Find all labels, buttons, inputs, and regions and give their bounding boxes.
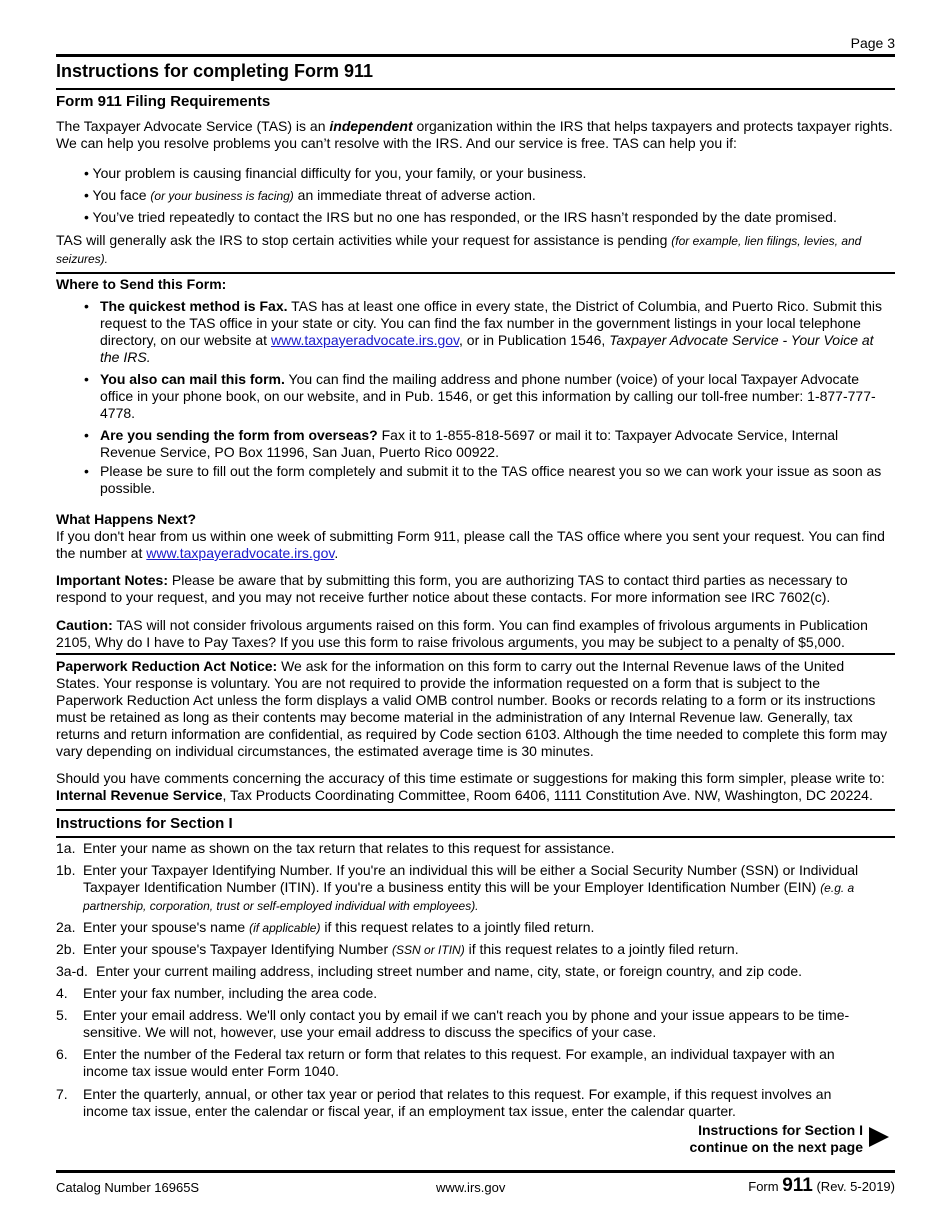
send-method-fax: • The quickest method is Fax. TAS has at least one office in every state, the District of Columbia, and Puerto Rico. Submit this request to the TAS office in your state or city. You can find the fax number in the government listings in your local telephone directory, on our website at www.taxpayeradvocate.irs.gov, or in Publication 1546, Taxpayer Advocate Service - Your Voice at the IRS. xyxy=(84,298,883,365)
top-rule xyxy=(56,54,895,57)
send-method-overseas: • Are you sending the form from overseas? Fax it to 1-855-818-5697 or mail it to: Taxpayer Advocate Service, Internal Revenue Service, PO Box 11996, San Juan, Puerto Rico 00922. xyxy=(84,427,839,460)
important-notes-paragraph: Important Notes: Please be aware that by submitting this form, you are authorizing TAS to contact third parties as necessary to respond to your request, and you may not receive further notice about these contacts. For more information see IRC 7602(c). xyxy=(56,572,848,605)
filing-requirements-heading: Form 911 Filing Requirements xyxy=(56,93,271,110)
instruction-item-4: 4. Enter your fax number, including the area code. xyxy=(56,985,378,1001)
instruction-item-3a-d: 3a-d. Enter your current mailing address, including street number and name, city, state, or foreign country, and zip code. xyxy=(56,963,803,979)
instruction-item-1b: 1b. Enter your Taxpayer Identifying Number. If you're an individual this will be either a Social Security Number (SSN) or Individual Taxpayer Identification Number (ITIN). If you're a business entity this will be your Employer Identification Number (EIN) (e.g. a partnership, corporation, trust or self-employed individual with employees). xyxy=(56,862,859,913)
form-revision: Form 911 (Rev. 5-2019) xyxy=(748,1175,895,1196)
section1-top-rule xyxy=(56,809,895,811)
send-method-mail: • You also can mail this form. You can find the mailing address and phone number (voice) of your local Taxpayer Advocate office in your phone book, on our website, and in Pub. 1546, or get this information by calling our toll-free number: 1-877-777-4778. xyxy=(84,371,876,421)
instruction-item-5: 5. Enter your email address. We'll only contact you by email if we can't reach you by phone and your issue appears to be time-sensitive. We will not, however, use your email address to discuss the specifics of your case. xyxy=(56,1007,850,1040)
form-page xyxy=(56,0,895,1230)
what-happens-next-paragraph: If you don't hear from us within one week of submitting Form 911, please call the TAS office where you sent your request. You can find the number at www.taxpayeradvocate.irs.gov. xyxy=(56,528,885,561)
tas-website-link[interactable]: www.taxpayeradvocate.irs.gov xyxy=(146,545,335,561)
page-title: Instructions for completing Form 911 xyxy=(56,61,374,81)
caution-paragraph: Caution: TAS will not consider frivolous arguments raised on this form. You can find examples of frivolous arguments in Publication 2105, Why do I have to Pay Taxes? If you use this form to raise frivolous arguments, you may be subject to a penalty of $5,000. xyxy=(56,617,868,650)
footer-rule xyxy=(56,1170,895,1173)
instruction-item-2a: 2a. Enter your spouse's name (if applicable) if this request relates to a jointly filed return. xyxy=(56,919,595,935)
where-to-send-heading: Where to Send this Form: xyxy=(56,276,227,292)
continue-next-page-note: Instructions for Section I continue on the next page xyxy=(689,1122,863,1155)
where-rule xyxy=(56,272,895,274)
send-complete-note: • Please be sure to fill out the form completely and submit it to the TAS office nearest you so we can work your issue as soon as possible. xyxy=(84,463,882,496)
instruction-item-7: 7. Enter the quarterly, annual, or other tax year or period that relates to this request. For example, if this request involves an income tax issue, enter the calendar or fiscal year, if an employment tax issue, enter the calendar quarter. xyxy=(56,1086,832,1119)
paperwork-rule xyxy=(56,653,895,655)
catalog-number: Catalog Number 16965S xyxy=(56,1180,200,1195)
what-happens-next-heading: What Happens Next? xyxy=(56,511,197,527)
help-bullet-adverse-action: • You face (or your business is facing) an immediate threat of adverse action. xyxy=(84,187,536,203)
page-number: Page 3 xyxy=(850,35,895,51)
section1-heading: Instructions for Section I xyxy=(56,815,233,832)
title-rule xyxy=(56,88,895,90)
instruction-item-6: 6. Enter the number of the Federal tax return or form that relates to this request. For example, an individual taxpayer with an income tax issue would enter Form 1040. xyxy=(56,1046,835,1079)
help-bullet-no-response: • You’ve tried repeatedly to contact the IRS but no one has responded, or the IRS hasn’t responded by the date promised. xyxy=(84,209,837,225)
paperwork-reduction-notice: Paperwork Reduction Act Notice: We ask for the information on this form to carry out the Internal Revenue laws of the United States. Your response is voluntary. You are not required to provide the information requested on a form that is subject to the Paperwork Reduction Act unless the form displays a valid OMB control number. Books or records relating to a form or its instructions must be retained as long as their contents may become material in the administration of any Internal Revenue law. Generally, tax returns and return information are confidential, as required by Code section 6103. Although the time needed to complete this form may vary depending on individual circumstances, the estimated average time is 30 minutes. xyxy=(56,658,888,759)
section1-bottom-rule xyxy=(56,836,895,838)
tas-website-link[interactable]: www.taxpayeradvocate.irs.gov xyxy=(270,332,459,348)
stop-activities-paragraph: TAS will generally ask the IRS to stop certain activities while your request for assistance is pending (for example, lien filings, levies, and seizures). xyxy=(56,232,862,266)
tas-intro-paragraph: The Taxpayer Advocate Service (TAS) is an independent organization within the IRS that helps taxpayers and protects taxpayer rights. We can help you resolve problems you can’t resolve with the IRS. And our service is free. TAS can help you if: xyxy=(56,118,893,151)
comments-paragraph: Should you have comments concerning the accuracy of this time estimate or suggestions for making this form simpler, please write to: Internal Revenue Service, Tax Products Coordinating Committee, Room 6406, 1111 Constitution Ave. NW, Washington, DC 20224. xyxy=(56,770,885,803)
instruction-item-2b: 2b. Enter your spouse's Taxpayer Identifying Number (SSN or ITIN) if this request relates to a jointly filed return. xyxy=(56,941,739,957)
help-bullet-financial: • Your problem is causing financial difficulty for you, your family, or your business. xyxy=(84,165,587,181)
right-triangle-arrow-icon xyxy=(869,1127,889,1147)
instruction-item-1a: 1a. Enter your name as shown on the tax return that relates to this request for assistance. xyxy=(56,840,615,856)
irs-website: www.irs.gov xyxy=(436,1180,506,1195)
